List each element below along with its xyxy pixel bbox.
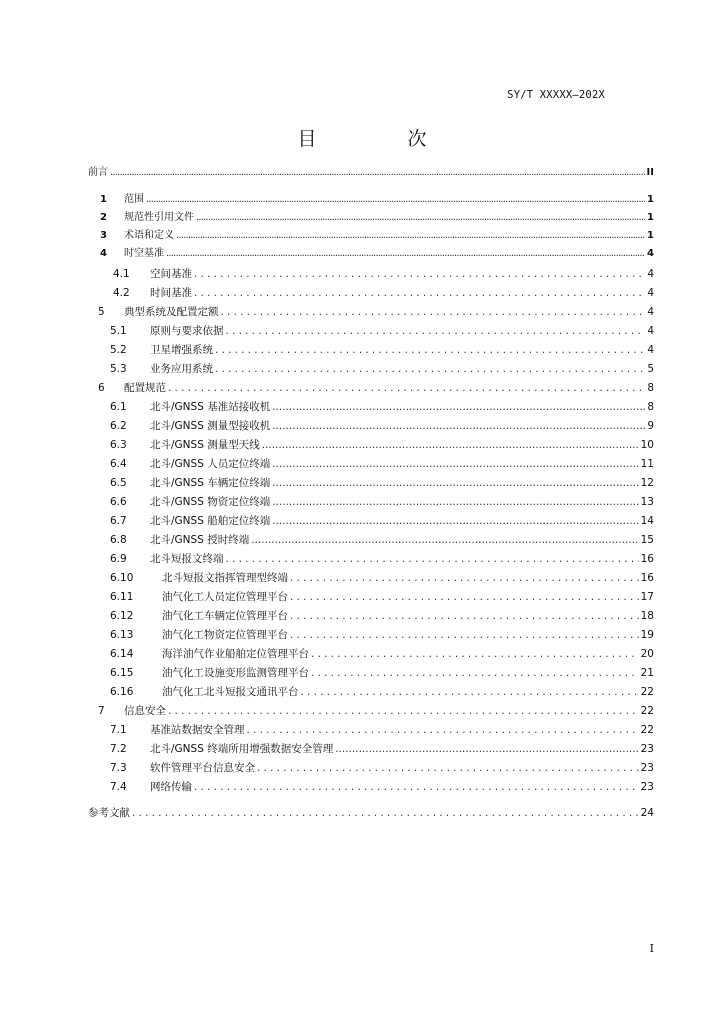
toc-entry (0, 664, 724, 680)
toc-entry (0, 379, 724, 395)
toc-entry-label: 术语和定义 (124, 230, 174, 241)
toc-entry-label: 北斗短报文终端 (150, 553, 224, 565)
toc-leader-dots (257, 761, 639, 775)
toc-entry-number: 5 (98, 306, 105, 318)
toc-entry (0, 209, 724, 225)
toc-entry-label: 北斗/GNSS 基准站接收机 (150, 401, 271, 413)
toc-entry-label: 油气化工车辆定位管理平台 (162, 610, 288, 622)
toc-entry-number: 6.11 (110, 591, 134, 603)
toc-leader-dots (176, 229, 645, 243)
toc-entry-number: 6.16 (110, 686, 134, 698)
toc-entry (0, 191, 724, 207)
toc-entry-page: 19 (640, 629, 654, 641)
toc-entry (0, 740, 724, 756)
toc-entry-page: 11 (640, 458, 654, 470)
toc-entry (0, 398, 724, 414)
document-code: SY/T XXXXX—202X (507, 89, 605, 101)
toc-entry-page: 8 (647, 401, 654, 413)
toc-entry-number: 7.4 (110, 781, 127, 793)
toc-entry-number: 7 (98, 705, 105, 717)
toc-leader-dots (272, 495, 638, 509)
toc-leader-dots (311, 666, 639, 680)
toc-entry-number: 6 (98, 382, 105, 394)
toc-entry-label: 卫星增强系统 (150, 344, 213, 356)
toc-entry-label: 配置规范 (124, 382, 166, 394)
toc-leader-dots (168, 381, 645, 395)
toc-entry (0, 588, 724, 604)
toc-entry-page: 4 (647, 268, 654, 280)
toc-entry (0, 455, 724, 471)
toc-entry-number: 7.1 (110, 724, 127, 736)
toc-entry (0, 569, 724, 585)
toc-leader-dots (215, 362, 645, 376)
toc-entry-label: 前言 (88, 167, 108, 178)
toc-entry-page: 18 (640, 610, 654, 622)
toc-entry-label: 北斗/GNSS 物资定位终端 (150, 496, 271, 508)
toc-leader-dots (168, 704, 639, 718)
toc-leader-dots (226, 324, 646, 338)
toc-leader-dots (272, 400, 645, 414)
toc-entry-number: 4.2 (113, 287, 130, 299)
toc-entry (0, 493, 724, 509)
toc-entry-page: 4 (647, 306, 654, 318)
toc-entry-label: 典型系统及配置定额 (124, 306, 219, 318)
toc-entry-page: 23 (640, 781, 654, 793)
toc-entry-number: 6.12 (110, 610, 134, 622)
toc-entry-page: 20 (640, 648, 654, 660)
toc-leader-dots (272, 457, 638, 471)
toc-entry (0, 284, 724, 300)
toc-entry-label: 业务应用系统 (150, 363, 213, 375)
toc-entry-number: 6.15 (110, 667, 134, 679)
toc-entry-label: 北斗/GNSS 授时终端 (150, 534, 250, 546)
toc-entry-label: 油气化工设施变形监测管理平台 (162, 667, 309, 679)
toc-entry (0, 607, 724, 623)
toc-leader-dots (272, 514, 638, 528)
toc-entry-label: 原则与要求依据 (150, 325, 224, 337)
toc-leader-dots (196, 211, 645, 225)
toc-leader-dots (146, 193, 645, 207)
toc-entry (0, 265, 724, 281)
toc-entry-page: 24 (640, 807, 654, 819)
toc-leader-dots (290, 609, 639, 623)
toc-entry-page: 13 (640, 496, 654, 508)
toc-entry-label: 范围 (124, 194, 144, 205)
toc-entry-page: 15 (640, 534, 654, 546)
toc-leader-dots (166, 247, 645, 261)
toc-leader-dots (221, 305, 646, 319)
toc-entry (0, 245, 724, 261)
toc-leader-dots (311, 647, 639, 661)
toc-entry-number: 2 (100, 212, 107, 223)
toc-entry-number: 6.3 (110, 439, 127, 451)
toc-entry-number: 6.13 (110, 629, 134, 641)
toc-entry-page: 1 (647, 230, 654, 241)
toc-entry-page: 21 (640, 667, 654, 679)
toc-entry-label: 规范性引用文件 (124, 212, 194, 223)
toc-entry-label: 油气化工北斗短报文通讯平台 (162, 686, 299, 698)
toc-entry-label: 基准站数据安全管理 (150, 724, 245, 736)
toc-entry-number: 6.6 (110, 496, 127, 508)
toc-entry-label: 时间基准 (150, 287, 192, 299)
toc-entry-page: 1 (647, 212, 654, 223)
toc-entry-page: II (646, 167, 654, 178)
toc-leader-dots (251, 533, 638, 547)
toc-entry (0, 303, 724, 319)
toc-entry-label: 北斗/GNSS 测量型天线 (150, 439, 260, 451)
toc-entry (0, 702, 724, 718)
toc-entry-page: 9 (647, 420, 654, 432)
toc-entry-number: 6.10 (110, 572, 134, 584)
toc-entry-label: 油气化工人员定位管理平台 (162, 591, 288, 603)
toc-leader-dots (262, 438, 639, 452)
toc-leader-dots (290, 628, 639, 642)
toc-leader-dots (215, 343, 645, 357)
toc-entry-label: 北斗短报文指挥管理型终端 (162, 572, 288, 584)
toc-entry-label: 软件管理平台信息安全 (150, 762, 255, 774)
toc-leader-dots (335, 742, 638, 756)
toc-entry (0, 360, 724, 376)
toc-leader-dots (247, 723, 639, 737)
toc-entry-number: 7.3 (110, 762, 127, 774)
toc-entry-number: 3 (100, 230, 107, 241)
toc-leader-dots (194, 780, 639, 794)
toc-entry-page: 14 (640, 515, 654, 527)
toc-leader-dots (290, 571, 639, 585)
toc-entry-page: 16 (640, 572, 654, 584)
toc-entry-number: 5.2 (110, 344, 127, 356)
toc-entry-label: 信息安全 (124, 705, 166, 717)
toc-entry-page: 5 (647, 363, 654, 375)
toc-leader-dots (194, 286, 645, 300)
toc-entry-label: 油气化工物资定位管理平台 (162, 629, 288, 641)
toc-entry-number: 6.14 (110, 648, 134, 660)
toc-entry-page: 12 (640, 477, 654, 489)
toc-leader-dots (301, 685, 639, 699)
toc-entry (0, 645, 724, 661)
toc-entry-number: 6.8 (110, 534, 127, 546)
toc-entry-number: 1 (100, 194, 107, 205)
toc-entry (0, 341, 724, 357)
toc-entry (0, 683, 724, 699)
toc-entry (0, 512, 724, 528)
toc-entry (0, 531, 724, 547)
toc-title: 目 次 (297, 128, 463, 150)
toc-entry-page: 10 (640, 439, 654, 451)
toc-leader-dots (272, 419, 645, 433)
toc-leader-dots (290, 590, 639, 604)
toc-entry (0, 227, 724, 243)
toc-entry-number: 4.1 (113, 268, 130, 280)
toc-entry (0, 417, 724, 433)
toc-entry-number: 6.1 (110, 401, 127, 413)
toc-entry-number: 6.7 (110, 515, 127, 527)
toc-entry-page: 16 (640, 553, 654, 565)
toc-entry (0, 474, 724, 490)
toc-leader-dots (110, 166, 645, 180)
toc-entry-number: 6.9 (110, 553, 127, 565)
toc-entry-page: 8 (647, 382, 654, 394)
toc-leader-dots (272, 476, 638, 490)
toc-leader-dots (194, 267, 645, 281)
toc-entry-label: 海洋油气作业船舶定位管理平台 (162, 648, 309, 660)
toc-entry (0, 436, 724, 452)
toc-entry-page: 4 (647, 287, 654, 299)
toc-entry-page: 22 (640, 686, 654, 698)
toc-entry-label: 空间基准 (150, 268, 192, 280)
toc-entry (0, 804, 724, 820)
toc-entry-page: 4 (647, 325, 654, 337)
page-number: I (649, 942, 654, 955)
toc-entry-number: 4 (100, 248, 107, 259)
toc-entry-page: 22 (640, 705, 654, 717)
toc-entry-label: 北斗/GNSS 车辆定位终端 (150, 477, 271, 489)
toc-entry (0, 322, 724, 338)
toc-entry (0, 759, 724, 775)
toc-entry (0, 778, 724, 794)
toc-entry-label: 北斗/GNSS 船舶定位终端 (150, 515, 271, 527)
toc-entry (0, 164, 724, 180)
toc-entry-number: 7.2 (110, 743, 127, 755)
toc-entry-page: 23 (640, 762, 654, 774)
toc-entry (0, 626, 724, 642)
toc-entry-number: 5.1 (110, 325, 127, 337)
toc-entry-number: 6.2 (110, 420, 127, 432)
toc-entry-number: 6.5 (110, 477, 127, 489)
toc-entry-label: 网络传输 (150, 781, 192, 793)
toc-entry-label: 北斗/GNSS 人员定位终端 (150, 458, 271, 470)
toc-entry-number: 6.4 (110, 458, 127, 470)
toc-entry-page: 4 (647, 248, 654, 259)
toc-entry-label: 参考文献 (88, 807, 130, 819)
toc-leader-dots (132, 806, 639, 820)
toc-entry (0, 721, 724, 737)
toc-entry-page: 4 (647, 344, 654, 356)
toc-entry-page: 1 (647, 194, 654, 205)
toc-entry-page: 22 (640, 724, 654, 736)
toc-leader-dots (226, 552, 639, 566)
toc-entry-page: 23 (640, 743, 654, 755)
toc-entry (0, 550, 724, 566)
toc-entry-label: 北斗/GNSS 终端所用增强数据安全管理 (150, 743, 334, 755)
toc-entry-label: 时空基准 (124, 248, 164, 259)
toc-entry-label: 北斗/GNSS 测量型接收机 (150, 420, 271, 432)
toc-entry-page: 17 (640, 591, 654, 603)
toc-entry-number: 5.3 (110, 363, 127, 375)
